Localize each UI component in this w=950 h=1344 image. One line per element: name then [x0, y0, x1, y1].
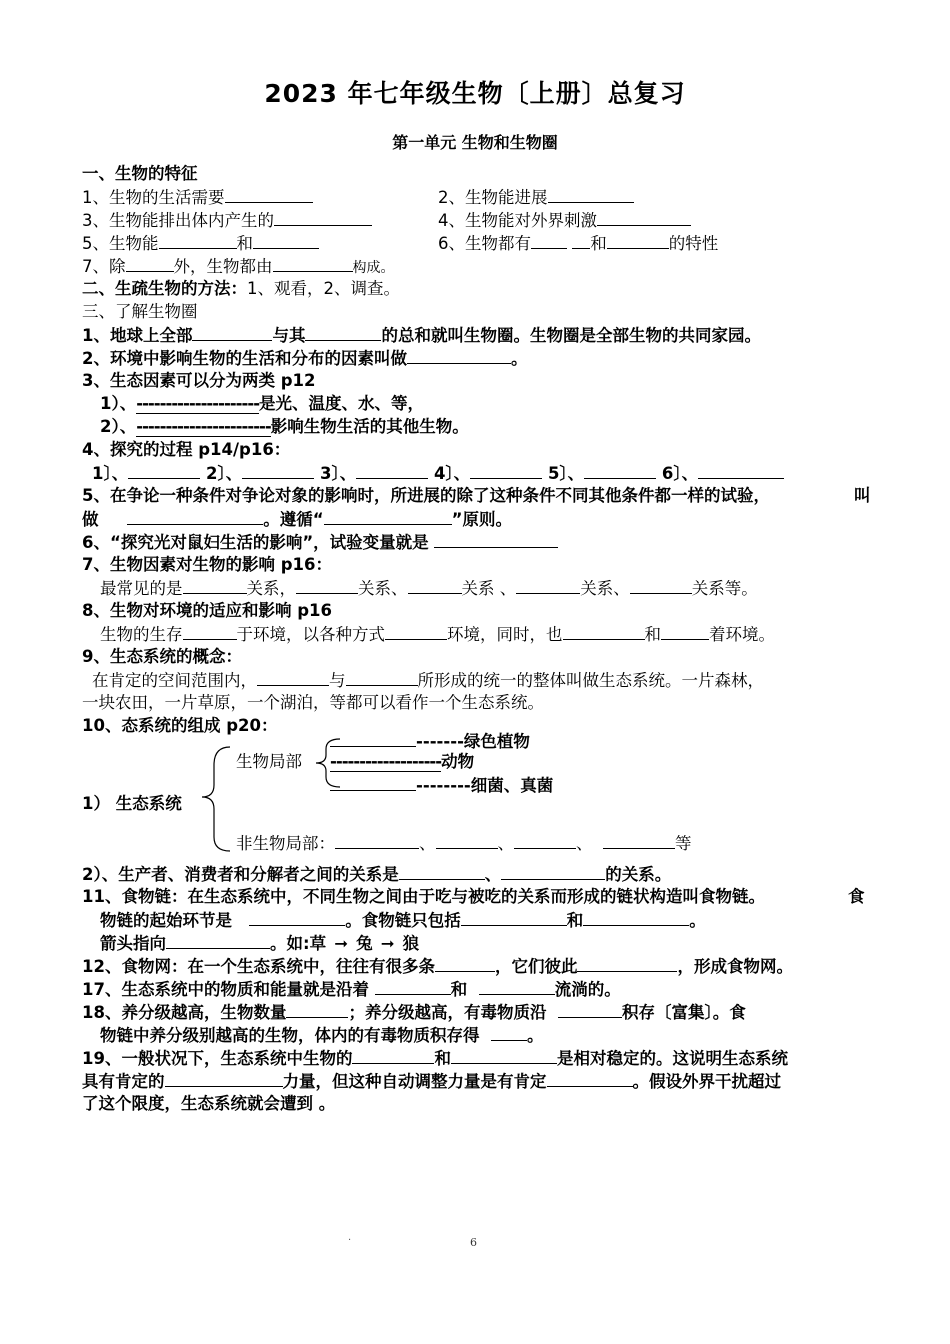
question-row	[82, 1069, 882, 1092]
question-text: ”原则。	[451, 510, 512, 529]
section-2-row	[82, 277, 882, 300]
question-row	[82, 346, 882, 369]
answer-blank[interactable]	[253, 231, 319, 249]
answer-blank[interactable]	[408, 576, 462, 594]
answer-blank[interactable]	[630, 576, 692, 594]
answer-blank[interactable]	[470, 461, 542, 479]
answer-blank[interactable]	[335, 831, 419, 849]
question-text: 、	[497, 834, 514, 853]
answer-blank[interactable]	[698, 461, 784, 479]
question-row	[82, 977, 882, 1000]
question-text: 4、探究的过程 p14/p16：	[82, 440, 291, 459]
question-text: 动物	[441, 752, 475, 771]
question-row	[82, 576, 882, 599]
answer-blank[interactable]	[330, 773, 416, 791]
question-row	[82, 622, 882, 645]
page-title: 2023 年七年级生物〔上册〕总复习	[264, 79, 686, 108]
answer-blank[interactable]	[330, 729, 416, 747]
question-text: 和	[450, 980, 468, 999]
answer-blank[interactable]	[563, 622, 645, 640]
question-text: ，形成食物网。	[677, 957, 793, 976]
question-row	[82, 931, 882, 954]
question-text: 的特性	[668, 234, 719, 253]
question-row	[82, 461, 882, 484]
question-row	[82, 1092, 882, 1115]
question-text: 、	[484, 865, 502, 884]
section-2-heading: 二、生疏生物的方法：	[82, 279, 247, 298]
question-text: 影响生物生活的其他生物。	[270, 417, 469, 436]
page-number: 6	[470, 1236, 477, 1249]
question-text: 流淌的。	[554, 980, 621, 999]
question-text: 6〕、	[661, 464, 699, 483]
question-text: 关系，	[246, 579, 296, 598]
section-3-heading: 三、了解生物圈	[82, 302, 198, 321]
question-text: 17、生态系统中的物质和能量就是沿着	[82, 980, 369, 999]
answer-blank[interactable]	[375, 977, 451, 995]
answer-blank[interactable]	[558, 1000, 622, 1018]
tree-branch	[330, 773, 553, 797]
question-text: 和	[590, 234, 607, 253]
answer-blank[interactable]	[572, 231, 590, 249]
question-text: 9、生态系统的概念：	[82, 647, 242, 666]
question-text: 7、生物因素对生物的影响 p16：	[82, 555, 332, 574]
question-text: 12、食物网：在一个生态系统中，往往有很多条	[82, 957, 435, 976]
answer-blank[interactable]	[603, 831, 675, 849]
answer-blank[interactable]	[548, 185, 634, 203]
bio-part-label: 生物局部	[236, 752, 302, 771]
answer-blank[interactable]: ---------------------	[136, 394, 260, 413]
question-text: 6、生物都有	[438, 234, 531, 253]
question-text: 2）、	[100, 417, 137, 436]
question-text: 。	[689, 911, 706, 930]
answer-blank[interactable]	[346, 668, 418, 686]
question-text: --------细菌、真菌	[416, 776, 554, 795]
answer-blank[interactable]	[479, 977, 555, 995]
question-text: 了这个限度，生态系统就会遭到	[82, 1094, 313, 1113]
question-row	[82, 185, 882, 208]
question-text: 关系 、	[461, 579, 517, 598]
question-text: 于环境，以各种方式	[236, 625, 385, 644]
question-text: 和	[644, 625, 661, 644]
question-row	[82, 507, 882, 530]
question-text: 物链的起始环节是	[100, 911, 232, 930]
question-text: -------绿色植物	[416, 732, 530, 751]
question-text: 2）、生产者、消费者和分解者之间的关系是	[82, 865, 399, 884]
question-text: 。	[527, 1026, 544, 1045]
question-text: 10、态系统的组成 p20：	[82, 716, 278, 735]
question-text: 和	[236, 234, 253, 253]
question-text: 1）、	[100, 394, 137, 413]
question-text: 11、食物链：在生态系统中，不同生物之间由于吃与被吃的关系而形成的链状构造叫食物链。	[82, 887, 765, 906]
answer-blank[interactable]	[583, 908, 689, 926]
question-row	[82, 254, 882, 277]
answer-blank[interactable]	[385, 622, 447, 640]
question-row	[82, 484, 882, 507]
question-text: 5、生物能	[82, 234, 159, 253]
answer-blank[interactable]	[286, 1000, 348, 1018]
question-row	[82, 885, 882, 908]
answer-blank[interactable]	[531, 231, 567, 249]
answer-blank[interactable]: -----------------------	[136, 417, 271, 436]
answer-blank[interactable]	[436, 831, 498, 849]
answer-blank[interactable]	[356, 461, 428, 479]
answer-blank[interactable]	[516, 576, 580, 594]
question-text: 1〕、	[92, 464, 129, 483]
question-text: 2〕、	[205, 464, 243, 483]
answer-blank[interactable]	[584, 461, 656, 479]
question-text: 非生物局部：	[236, 834, 335, 853]
question-row	[82, 1000, 882, 1023]
question-text: 食	[848, 887, 865, 906]
question-text: 力量，但这种自动调整力量是有肯定	[282, 1072, 547, 1091]
question-row	[82, 208, 882, 231]
nonbio-row	[236, 831, 692, 855]
question-text: 3、生态因素可以分为两类 p12	[82, 371, 316, 390]
question-text: 、	[576, 834, 593, 853]
question-text: 、	[419, 834, 436, 853]
answer-blank[interactable]	[159, 231, 237, 249]
answer-blank[interactable]	[249, 908, 345, 926]
question-text: 具有肯定的	[82, 1072, 165, 1091]
question-row	[82, 668, 882, 691]
question-text: 和	[566, 911, 584, 930]
question-row	[82, 954, 882, 977]
question-text: 构成。	[352, 260, 395, 276]
answer-blank[interactable]	[661, 622, 709, 640]
question-text: 。	[510, 349, 528, 368]
answer-blank[interactable]	[165, 1069, 283, 1087]
answer-blank[interactable]	[547, 1069, 633, 1087]
question-text: 和	[434, 1049, 451, 1068]
answer-blank[interactable]	[434, 530, 558, 548]
question-text: 。遵循“	[263, 510, 324, 529]
question-text: 外，生物都由	[173, 257, 273, 276]
question-row	[82, 908, 882, 931]
question-text: 着环境。	[709, 625, 775, 644]
answer-blank[interactable]	[352, 1046, 434, 1064]
answer-blank[interactable]	[225, 185, 313, 203]
question-text: 兔	[356, 934, 373, 953]
worksheet-body	[82, 162, 882, 1115]
question-text: 的关系。	[605, 865, 672, 884]
question-text: 3、生物能排出体内产生的	[82, 211, 274, 230]
question-text: 1、生物的生活需要	[82, 188, 225, 207]
question-text: 是光、温度、水、等，	[259, 394, 425, 413]
answer-blank[interactable]	[451, 1046, 557, 1064]
question-text: 3〕、	[319, 464, 357, 483]
question-text: 8、生物对环境的适应和影响 p16	[82, 601, 332, 620]
question-text: 。食物链只包括	[345, 911, 461, 930]
question-text: 关系等。	[691, 579, 758, 598]
question-text: 关系、	[580, 579, 630, 598]
question-text: 环境，同时，也	[447, 625, 563, 644]
tree-branch	[330, 751, 474, 773]
question-text: 箭头指向	[100, 934, 166, 953]
question-text: 19、一般状况下，生态系统中生物的	[82, 1049, 353, 1068]
footer-mark: .	[348, 1232, 352, 1243]
question-row	[82, 862, 882, 885]
answer-blank[interactable]	[192, 323, 272, 341]
question-text: ，它们彼此	[494, 957, 578, 976]
answer-blank[interactable]	[607, 231, 669, 249]
ecosystem-tree	[82, 732, 882, 862]
question-text: 。	[318, 1094, 336, 1113]
question-text: 4、生物能对外界刺激	[438, 211, 597, 230]
question-text: 是相对稳定的。这说明生态系统	[556, 1049, 788, 1068]
section-1-heading: 一、生物的特征	[82, 164, 198, 183]
question-text: 生物的生存	[100, 625, 183, 644]
question-text: 物链中养分级别越高的生物，体内的有毒物质积存得	[100, 1026, 480, 1045]
question-text: 做	[82, 510, 99, 529]
answer-blank[interactable]	[407, 346, 511, 364]
answer-blank[interactable]	[514, 831, 576, 849]
question-text: 最常见的是	[100, 579, 183, 598]
answer-blank[interactable]	[242, 461, 314, 479]
question-text: 。假设外界干扰超过	[632, 1072, 781, 1091]
question-text: 2、生物能进展	[438, 188, 548, 207]
answer-blank[interactable]	[166, 931, 270, 949]
answer-blank[interactable]	[273, 254, 353, 272]
question-text: 18、养分级越高，生物数量	[82, 1003, 287, 1022]
question-text: 所形成的统一的整体叫做生态系统。一片森林，	[417, 671, 764, 690]
question-text: 积存〔富集〕。食	[621, 1003, 746, 1022]
answer-blank[interactable]	[296, 576, 358, 594]
question-text: 关系、	[358, 579, 408, 598]
question-text: 与其	[272, 326, 306, 345]
answer-blank[interactable]	[597, 208, 691, 226]
question-text: 1、观看，2、调查。	[247, 279, 400, 298]
answer-blank[interactable]	[399, 862, 485, 880]
answer-blank[interactable]	[128, 461, 200, 479]
question-text: ；养分级越高，有毒物质沿	[348, 1003, 547, 1022]
answer-blank[interactable]	[257, 668, 329, 686]
question-text: 一块农田，一片草原，一个湖泊，等都可以看作一个生态系统。	[82, 693, 544, 712]
answer-blank[interactable]	[435, 954, 495, 972]
question-row	[82, 530, 882, 553]
arrow-icon: ➞	[380, 934, 395, 953]
question-text: 。如:草	[270, 934, 327, 953]
answer-blank[interactable]	[274, 208, 372, 226]
question-text: 的总和就叫生物圈。生物圈是全部生物的共同家园。	[381, 326, 761, 345]
answer-blank[interactable]	[324, 507, 452, 525]
answer-blank[interactable]	[501, 862, 605, 880]
unit-title: 第一单元 生物和生物圈	[392, 133, 558, 152]
question-row	[82, 1023, 882, 1046]
answer-blank[interactable]	[491, 1023, 527, 1041]
question-text: 叫	[854, 486, 871, 505]
ecosystem-label: 1） 生态系统	[82, 794, 182, 813]
question-text: 在肯定的空间范围内，	[92, 671, 257, 690]
question-text: 6、“探究光对鼠妇生活的影响”，试验变量就是	[82, 533, 429, 552]
question-row	[82, 415, 882, 438]
question-text: 5、在争论一种条件对争论对象的影响时，所进展的除了这种条件不同其他条件都一样的试验，	[82, 486, 770, 505]
question-row	[82, 323, 882, 346]
tree-branch	[330, 729, 530, 753]
answer-blank[interactable]: -------------------	[330, 752, 442, 771]
question-row	[82, 231, 882, 254]
question-text: 1、地球上全部	[82, 326, 193, 345]
question-text: 与	[329, 671, 346, 690]
arrow-icon: ➞	[334, 934, 349, 953]
answer-blank[interactable]	[305, 323, 381, 341]
answer-blank[interactable]	[183, 576, 247, 594]
answer-blank[interactable]	[577, 954, 677, 972]
answer-blank[interactable]	[126, 254, 174, 272]
question-text: 狼	[402, 934, 420, 953]
question-text: 7、除	[82, 257, 126, 276]
answer-blank[interactable]	[183, 622, 237, 640]
question-row	[82, 1046, 882, 1069]
question-text: 等	[675, 834, 692, 853]
question-text: 2、环境中影响生物的生活和分布的因素叫做	[82, 349, 407, 368]
question-row	[82, 392, 882, 415]
question-text: 5〕、	[547, 464, 585, 483]
answer-blank[interactable]	[461, 908, 567, 926]
answer-blank[interactable]	[127, 507, 263, 525]
question-text: 4〕、	[433, 464, 471, 483]
